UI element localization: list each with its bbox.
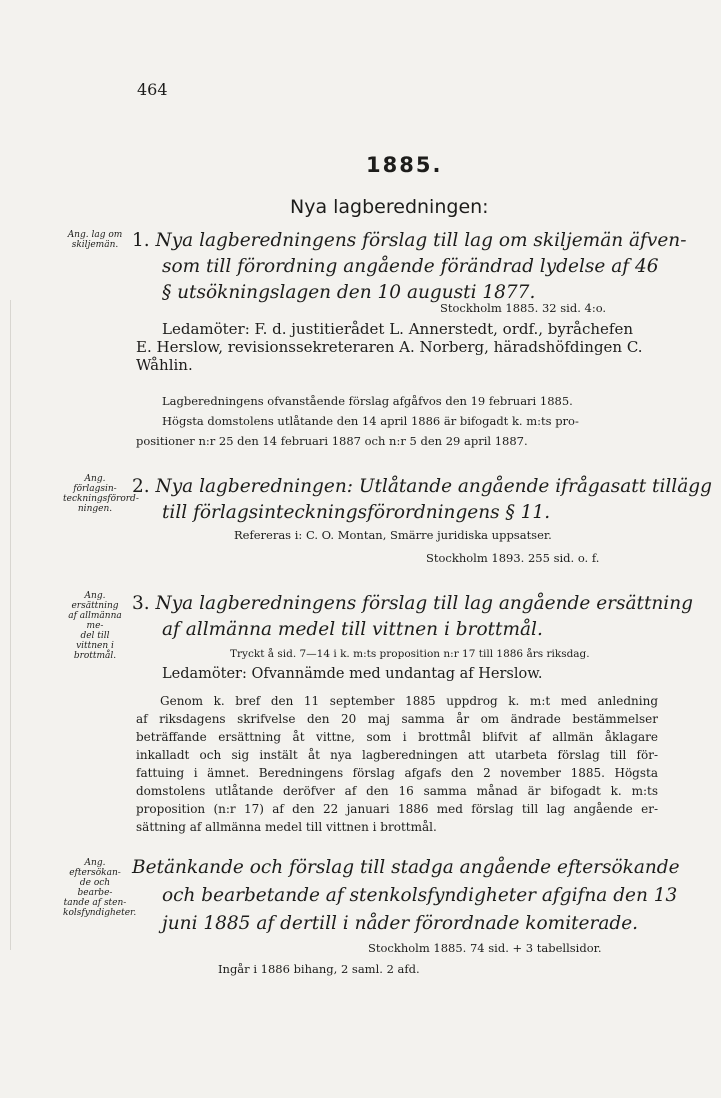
margin-note-2: Ang. förlagsin- teckningsförord- ningen. — [63, 474, 139, 514]
margin-note-4: Ang. eftersökan- de och bearbe- tande af sten- kolsfyndigheter. — [63, 858, 137, 918]
page-number: 464 — [137, 80, 168, 99]
entry-3-body: Genom k. bref den 11 september 1885 uppdrog k. m:t med anledning af riksdagens skrifvelse den 20 maj samma år om ändrade bestämmelser beträffande ersättning åt vittne, som i brottmål blifvit af allmän åklagare inkalladt och sig instält åt nya lagberedningen att utarbeta förslag till för- fattuing i ämnet. Beredningens förslag afgafs den 2 november 1885. Högsta domstolens utlåtande deröfver af den 16 samma månad är bifogadt k. m:ts proposition (n:r 17) af den 22 januari 1886 med förslag till lag angående er- sättning af allmänna medel till vittnen i brottmål. — [136, 694, 658, 834]
entry-3-printed: Tryckt å sid. 7—14 i k. m:ts proposition n:r 17 till 1886 års riksdag. — [230, 648, 590, 660]
scan-edge — [10, 300, 11, 950]
entry-1-number: 1. — [132, 230, 150, 251]
entry-1-publication: Stockholm 1885. 32 sid. 4:o. — [440, 301, 607, 315]
entry-4-note: Ingår i 1886 bihang, 2 saml. 2 afd. — [218, 962, 420, 976]
entry-4-publication: Stockholm 1885. 74 sid. + 3 tabellsidor. — [368, 941, 602, 955]
entry-4-title: Betänkande och förslag till stadga angående eftersökande och bearbetande af stenkolsfyndigheter afgifna den 13 juni 1885 af dertill i nåder förordnade komiterade. — [132, 857, 680, 934]
margin-note-1: Ang. lag om skiljemän. — [67, 230, 123, 250]
entry-1-title: 1. Nya lagberedningens förslag till lag om skiljemän äfven- som till förordning angående förändrad lydelse af 46 § utsökningslagen den 10 augusti 1877. — [132, 230, 687, 303]
entry-3-members: Ledamöter: Ofvannämde med undantag af Herslow. — [162, 666, 543, 682]
margin-note-3: Ang. ersättning af allmänna me- del till vittnen i brottmål. — [68, 591, 122, 661]
entry-3-title: 3. Nya lagberedningens förslag till lag angående ersättning af allmänna medel till vittnen i brottmål. — [132, 593, 693, 640]
section-heading: Nya lagberedningen: — [290, 196, 489, 218]
section-year: 1885. — [366, 153, 443, 177]
entry-2-title: 2. Nya lagberedningen: Utlåtande angående ifrågasatt tillägg till förlagsinteckningsförordningens § 11. — [132, 476, 712, 523]
entry-2-publication: Stockholm 1893. 255 sid. o. f. — [426, 551, 600, 565]
entry-1-notes: Lagberedningens ofvanstående förslag afgåfvos den 19 februari 1885. Högsta domstolens utlåtande den 14 april 1886 är bifogadt k. m:ts pro- positioner n:r 25 den 14 februari 1887 och n:r 5 den 29 april 1887. — [136, 394, 579, 448]
entry-1-members: Ledamöter: F. d. justitierådet L. Annerstedt, ordf., byråchefen E. Herslow, revisionssekreteraren A. Norberg, häradshöfdingen C. Wåhlin. — [136, 320, 643, 374]
entry-2-number: 2. — [132, 476, 150, 497]
entry-2-reference: Refereras i: C. O. Montan, Smärre juridiska uppsatser. — [234, 528, 552, 542]
entry-3-number: 3. — [132, 593, 150, 614]
